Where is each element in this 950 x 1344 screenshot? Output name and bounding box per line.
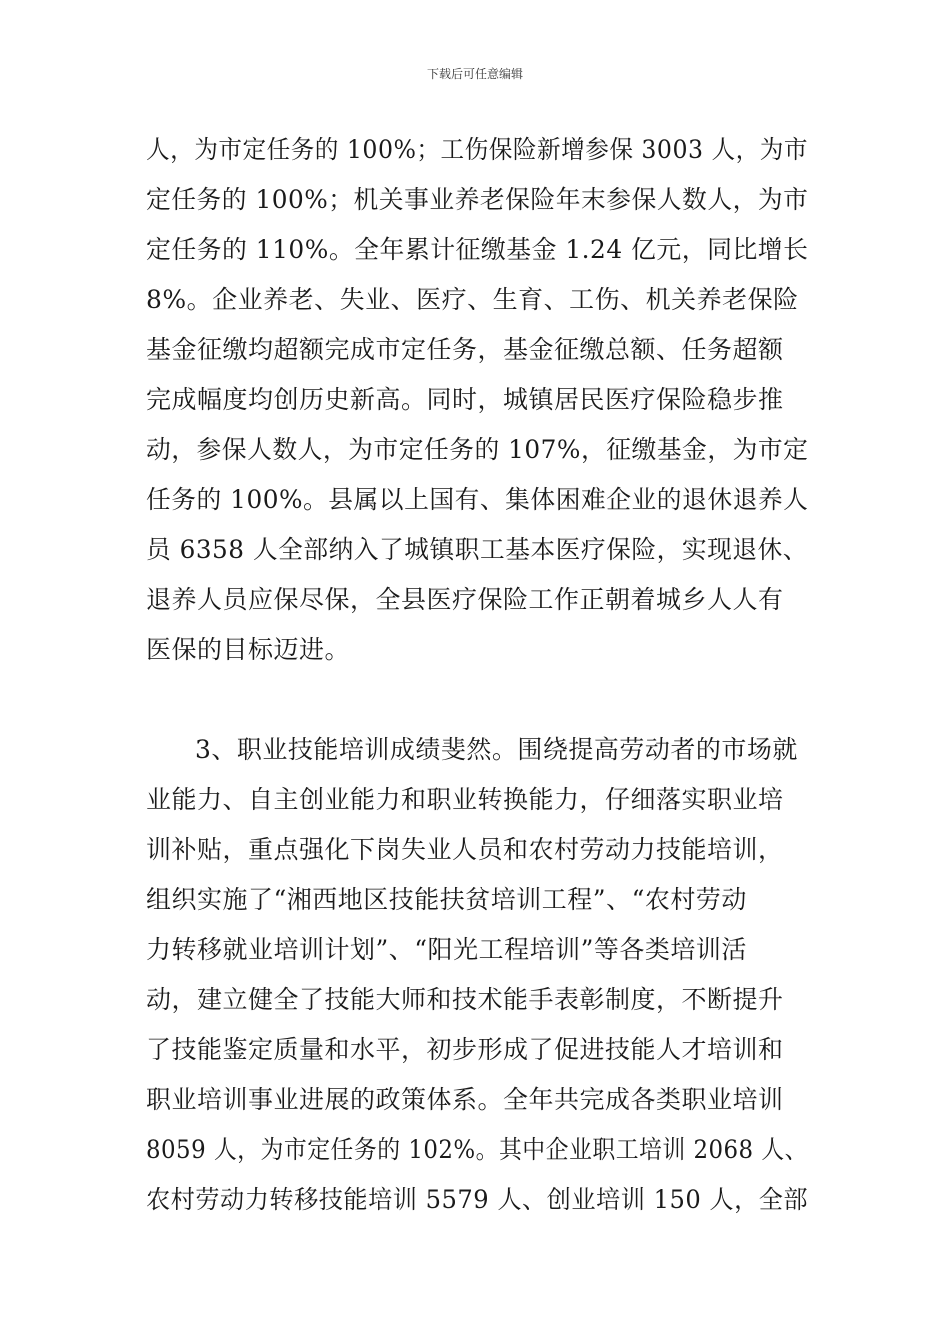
- text-line: 医保的目标迈进。: [146, 635, 351, 664]
- text-line: 8%。企业养老、失业、医疗、生育、工伤、机关养老保险: [146, 285, 799, 314]
- text-line: 动，建立健全了技能大师和技术能手表彰制度，不断提升: [146, 985, 784, 1014]
- text-line: 员 6358 人全部纳入了城镇职工基本医疗保险，实现退休、: [146, 535, 809, 564]
- text-line: 训补贴，重点强化下岗失业人员和农村劳动力技能培训，: [146, 835, 784, 864]
- text-line: 退养人员应保尽保，全县医疗保险工作正朝着城乡人人有: [146, 585, 784, 614]
- text-line: 人，为市定任务的 100%；工伤保险新增参保 3003 人，为市: [146, 135, 808, 164]
- text-line: 定任务的 100%；机关事业养老保险年末参保人数人，为市: [146, 185, 809, 214]
- text-line: 农村劳动力转移技能培训 5579 人、创业培训 150 人，全部: [146, 1185, 809, 1214]
- text-line: 基金征缴均超额完成市定任务，基金征缴总额、任务超额: [146, 335, 784, 364]
- text-line: 定任务的 110%。全年累计征缴基金 1.24 亿元，同比增长: [146, 235, 809, 264]
- text-line: 完成幅度均创历史新高。同时，城镇居民医疗保险稳步推: [146, 385, 784, 414]
- text-line: 8059 人，为市定任务的 102%。其中企业职工培训 2068 人、: [146, 1135, 808, 1164]
- text-line: 了技能鉴定质量和水平，初步形成了促进技能人才培训和: [146, 1035, 784, 1064]
- text-line: 力转移就业培训计划”、“阳光工程培训”等各类培训活: [146, 935, 747, 964]
- page-header: 下载后可任意编辑: [426, 67, 523, 81]
- text-line: 业能力、自主创业能力和职业转换能力，仔细落实职业培: [146, 785, 784, 814]
- text-line: 职业培训事业进展的政策体系。全年共完成各类职业培训: [146, 1085, 784, 1114]
- text-line: 3、职业技能培训成绩斐然。围绕提高劳动者的市场就: [195, 735, 798, 764]
- text-line: 组织实施了“湘西地区技能扶贫培训工程”、“农村劳动: [146, 885, 747, 914]
- text-line: 任务的 100%。县属以上国有、集体困难企业的退休退养人: [146, 485, 809, 514]
- text-line: 动，参保人数人，为市定任务的 107%，征缴基金，为市定: [146, 435, 809, 464]
